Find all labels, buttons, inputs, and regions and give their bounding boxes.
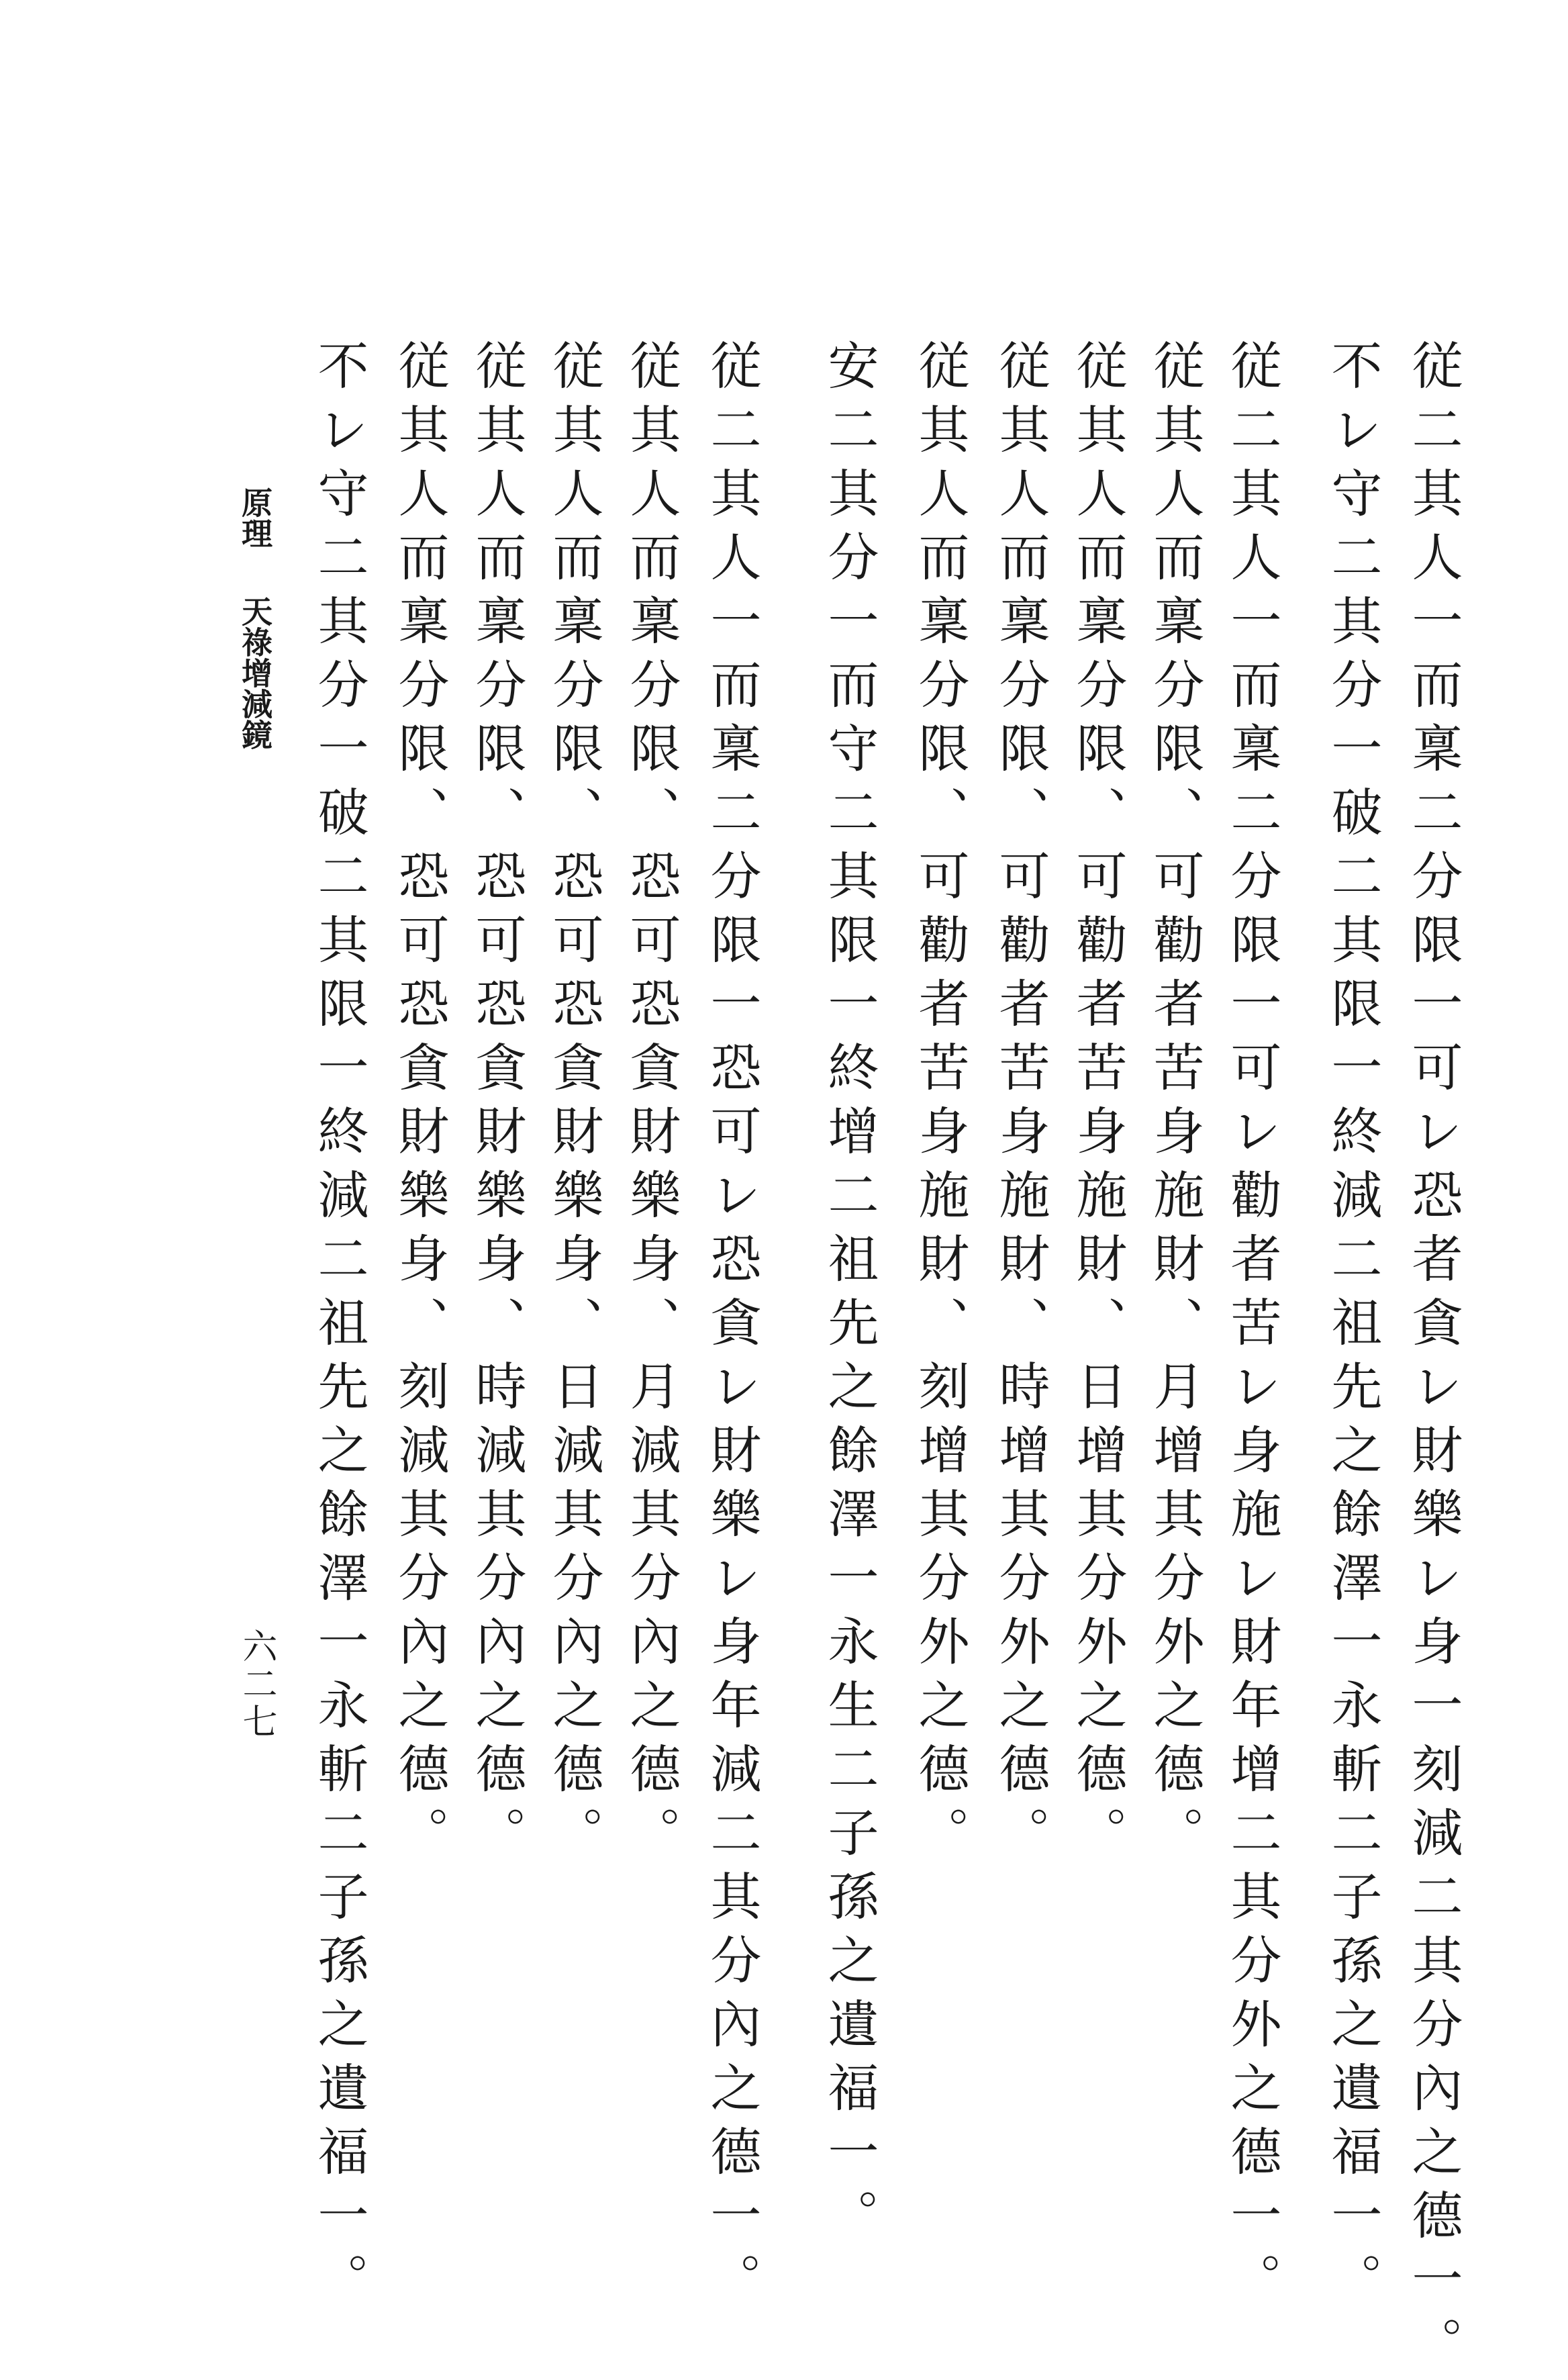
text-column-3: 従二其人一而稟二分限一可レ勸者苦レ身施レ財年增二其分外之德一。 xyxy=(1222,339,1282,2316)
running-header xyxy=(232,487,279,750)
text-column-7: 従其人而稟分限、可勸者苦身施財、刻增其分外之德。 xyxy=(910,339,970,1870)
text-column-4: 従其人而稟分限、可勸者苦身施財、月增其分外之德。 xyxy=(1145,339,1205,1870)
header-section: 原理 xyxy=(237,487,273,549)
text-column-6: 従其人而稟分限、可勸者苦身施財、時增其分外之德。 xyxy=(991,339,1050,1870)
text-column-14: 不レ守二其分一破二其限一終減二祖先之餘澤一永斬二子孫之遺福一。 xyxy=(309,339,369,2316)
page-number: 六二七 xyxy=(236,1628,277,1741)
text-column-1: 従二其人一而稟二分限一可レ恐者貪レ財樂レ身一刻減二其分內之德一。 xyxy=(1404,339,1463,2380)
text-column-2: 不レ守二其分一破二其限一終減二祖先之餘澤一永斬二子孫之遺福一。 xyxy=(1323,339,1383,2316)
text-column-10: 従其人而稟分限、恐可恐貪財樂身、月減其分內之德。 xyxy=(622,339,681,1870)
text-column-11: 従其人而稟分限、恐可恐貪財樂身、日減其分內之德。 xyxy=(544,339,604,1870)
text-column-9: 従二其人一而稟二分限一恐可レ恐貪レ財樂レ身年減二其分內之德一。 xyxy=(702,339,762,2316)
text-column-8: 安二其分一而守二其限一終增二祖先之餘澤一永生二子孫之遺福一。 xyxy=(820,339,879,2252)
text-column-5: 従其人而稟分限、可勸者苦身施財、日增其分外之德。 xyxy=(1068,339,1128,1870)
text-column-12: 従其人而稟分限、恐可恐貪財樂身、時減其分內之德。 xyxy=(467,339,527,1870)
text-column-13: 従其人而稟分限、恐可恐貪財樂身、刻減其分內之德。 xyxy=(390,339,450,1870)
header-title: 天祿增減鏡 xyxy=(237,596,273,750)
text-columns xyxy=(305,339,1467,2380)
